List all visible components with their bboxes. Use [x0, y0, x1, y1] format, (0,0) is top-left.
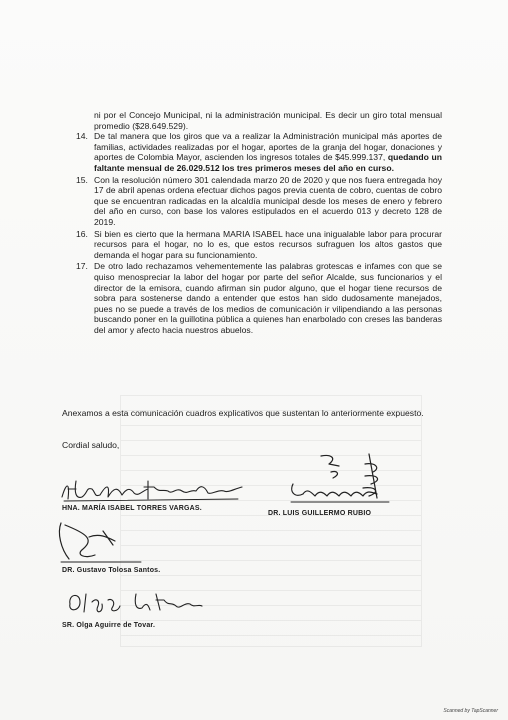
signature-gustavo-tolosa — [55, 515, 145, 565]
continuation-paragraph — [62, 110, 442, 131]
signatory-name-luis-guillermo: DR. LUIS GUILLERMO RUBIO — [268, 510, 372, 517]
paragraph-text: De otro lado rechazamos vehementemente las palabras grotescas e infames con que se quiso menospreciar la labor del hogar por parte del señor Alcalde, sus funcionarios y el director de la emisora, cuando afirman sin pudor alguno, que el hogar tiene recursos de sobra para sostenerse dando a entender que estos han sido dudosamente manejados, pues no se puede a través de los medios de comunicación ir vilipendiando a las personas buscando poner en la guillotina pública a quienes han enarbolado con creses las banderas del amor y afecto hacia nuestros abuelos. — [94, 261, 442, 335]
paragraph-number: 16. — [76, 228, 88, 239]
annex-paragraph: Anexamos a esta comunicación cuadros explicativos que sustentan lo anteriormente expuesto. — [62, 408, 424, 418]
numbered-paragraph-15 — [62, 175, 442, 228]
continuation-text: ni por el Concejo Municipal, ni la administración municipal. Es decir un giro total mensual promedio ($28.649.529). — [94, 110, 442, 131]
scanner-watermark: Scanned by TapScanner — [443, 708, 498, 714]
numbered-paragraph-16 — [62, 229, 442, 261]
paragraph-text: De tal manera que los giros que va a realizar la Administración municipal más aportes de familias, actividades realizadas por el hogar, aportes de la granja del hogar, donaciones y aportes de Colombia Mayor, ascienden los ingresos totales de $45.999.137, — [94, 131, 442, 163]
signatory-name-gustavo-tolosa: DR. Gustavo Tolosa Santos. — [62, 567, 161, 574]
signature-luis-guillermo — [285, 450, 400, 510]
paragraph-number: 17. — [76, 261, 88, 272]
paragraph-number: 15. — [76, 174, 88, 185]
paragraph-text: Si bien es cierto que la hermana MARIA ISABEL hace una inigualable labor para procurar recursos para el hogar, no lo es, que estos recursos sufraguen los altos gastos que demanda el hogar para su funcionamiento. — [94, 228, 442, 260]
signature-maria-isabel — [58, 475, 248, 507]
signature-olga-tovar — [64, 590, 204, 620]
numbered-paragraph-14 — [62, 131, 442, 173]
paragraph-text: Con la resolución número 301 calendada marzo 20 de 2020 y que nos fuera entregada hoy 17 de abril apenas ordena efectuar dichos pagos previa cuenta de cobro, cuentas de cobro que se encuentran radicadas en la alcaldía municipal desde los meses de enero y febrero del año en curso, con base los valores estipulados en el acuerdo 013 y decreto 128 de 2019. — [94, 174, 442, 227]
salutation: Cordial saludo, — [62, 440, 120, 450]
signatory-name-maria-isabel: HNA. MARÍA ISABEL TORRES VARGAS. — [62, 505, 202, 512]
letter-body — [62, 110, 442, 336]
signatory-name-olga-tovar: SR. Olga Aguirre de Tovar. — [62, 622, 156, 629]
numbered-paragraph-17 — [62, 261, 442, 335]
paragraph-number: 14. — [76, 131, 88, 142]
paragraph-bold-text: quedando un faltante mensual de 26.029.512 los tres primeros meses del año en curso. — [94, 152, 442, 173]
